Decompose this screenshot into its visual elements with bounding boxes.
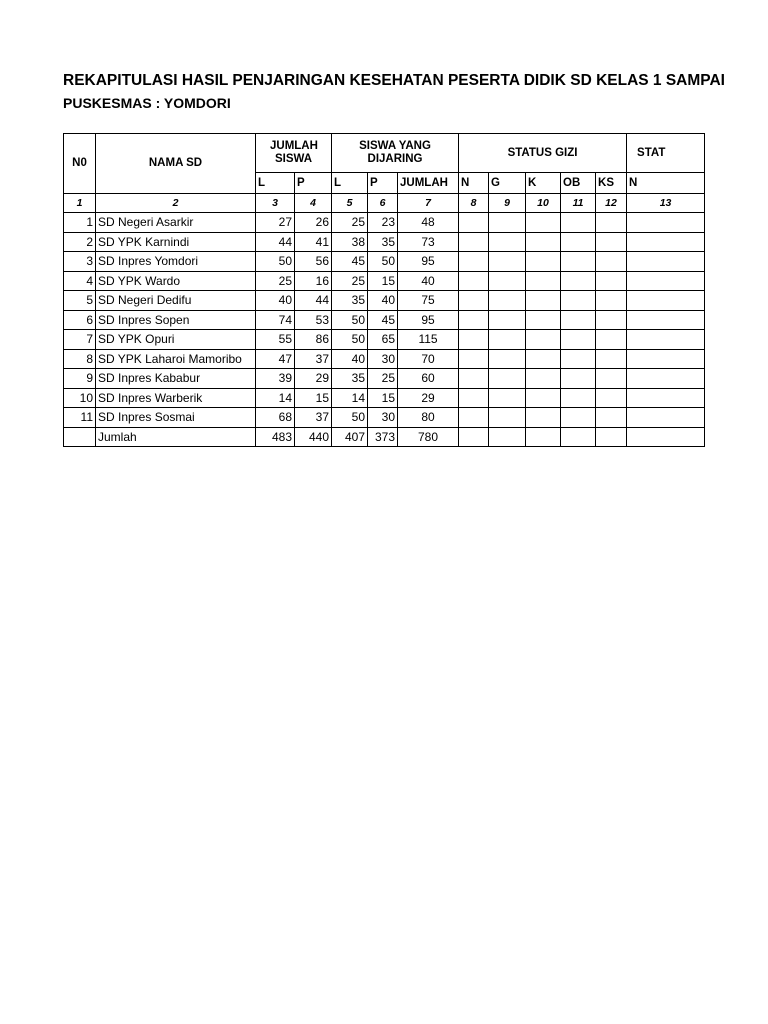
- empty-cell: [596, 252, 627, 272]
- report-title: REKAPITULASI HASIL PENJARINGAN KESEHATAN PESERTA DIDIK SD KELAS 1 SAMPAI: [63, 72, 725, 89]
- school-name: SD Inpres Sosmai: [96, 408, 256, 428]
- row-no: 10: [64, 388, 96, 408]
- dijaring-jumlah: 95: [398, 310, 459, 330]
- dijaring-p: 40: [368, 291, 398, 311]
- empty-cell: [526, 427, 561, 447]
- column-index: 12: [596, 194, 627, 213]
- dijaring-l: 35: [332, 291, 368, 311]
- table-row: [64, 252, 705, 272]
- empty-cell: [459, 271, 489, 291]
- jumlah-siswa-l: 44: [256, 232, 295, 252]
- empty-cell: [596, 232, 627, 252]
- column-index: 2: [96, 194, 256, 213]
- empty-cell: [459, 252, 489, 272]
- table-row: [64, 330, 705, 350]
- school-name: SD Negeri Asarkir: [96, 213, 256, 233]
- jumlah-siswa-p: 15: [295, 388, 332, 408]
- header-stat: STAT: [627, 134, 705, 173]
- empty-cell: [459, 388, 489, 408]
- dijaring-l: 50: [332, 330, 368, 350]
- empty-cell: [561, 232, 596, 252]
- subheader-ks: KS: [596, 173, 627, 194]
- total-p: 440: [295, 427, 332, 447]
- row-no: 11: [64, 408, 96, 428]
- row-no: 5: [64, 291, 96, 311]
- dijaring-l: 40: [332, 349, 368, 369]
- jumlah-siswa-p: 56: [295, 252, 332, 272]
- jumlah-siswa-l: 74: [256, 310, 295, 330]
- total-dijaring-p: 373: [368, 427, 398, 447]
- dijaring-l: 35: [332, 369, 368, 389]
- subheader-k: K: [526, 173, 561, 194]
- recap-table: [63, 133, 705, 447]
- empty-cell: [561, 310, 596, 330]
- dijaring-l: 50: [332, 310, 368, 330]
- empty-cell: [627, 291, 705, 311]
- subheader-l: L: [256, 173, 295, 194]
- school-name: SD YPK Opuri: [96, 330, 256, 350]
- jumlah-siswa-p: 29: [295, 369, 332, 389]
- dijaring-p: 30: [368, 349, 398, 369]
- table-row: [64, 213, 705, 233]
- empty-cell: [489, 349, 526, 369]
- empty-cell: [561, 427, 596, 447]
- row-no: 4: [64, 271, 96, 291]
- empty-cell: [489, 408, 526, 428]
- jumlah-siswa-p: 16: [295, 271, 332, 291]
- total-l: 483: [256, 427, 295, 447]
- empty-cell: [526, 213, 561, 233]
- empty-cell: [526, 252, 561, 272]
- school-name: SD Inpres Kababur: [96, 369, 256, 389]
- header-jumlah-siswa: JUMLAH SISWA: [256, 134, 332, 173]
- recap-table-container: [63, 133, 672, 447]
- empty-cell: [526, 330, 561, 350]
- subheader-n2: N: [627, 173, 705, 194]
- dijaring-jumlah: 48: [398, 213, 459, 233]
- dijaring-jumlah: 80: [398, 408, 459, 428]
- dijaring-jumlah: 75: [398, 291, 459, 311]
- empty-cell: [459, 369, 489, 389]
- empty-cell: [489, 330, 526, 350]
- empty-cell: [526, 291, 561, 311]
- header-no: N0: [64, 134, 96, 194]
- empty-cell: [459, 310, 489, 330]
- empty-cell: [459, 408, 489, 428]
- column-index: 13: [627, 194, 705, 213]
- school-name: SD Inpres Sopen: [96, 310, 256, 330]
- dijaring-l: 50: [332, 408, 368, 428]
- jumlah-siswa-l: 39: [256, 369, 295, 389]
- dijaring-jumlah: 95: [398, 252, 459, 272]
- empty-cell: [459, 330, 489, 350]
- empty-cell: [561, 213, 596, 233]
- total-label: Jumlah: [96, 427, 256, 447]
- jumlah-siswa-p: 26: [295, 213, 332, 233]
- empty-cell: [561, 252, 596, 272]
- report-subtitle: PUSKESMAS : YOMDORI: [63, 95, 231, 111]
- column-index: 10: [526, 194, 561, 213]
- row-no: 3: [64, 252, 96, 272]
- empty-cell: [526, 388, 561, 408]
- column-index-row: [64, 194, 705, 213]
- jumlah-siswa-l: 27: [256, 213, 295, 233]
- empty-cell: [627, 271, 705, 291]
- dijaring-jumlah: 73: [398, 232, 459, 252]
- row-no: 6: [64, 310, 96, 330]
- column-index: 3: [256, 194, 295, 213]
- empty-cell: [627, 252, 705, 272]
- dijaring-p: 23: [368, 213, 398, 233]
- row-no: 1: [64, 213, 96, 233]
- empty-cell: [459, 213, 489, 233]
- row-no: 7: [64, 330, 96, 350]
- dijaring-l: 14: [332, 388, 368, 408]
- empty-cell: [526, 232, 561, 252]
- empty-cell: [596, 388, 627, 408]
- empty-cell: [489, 252, 526, 272]
- table-row: [64, 310, 705, 330]
- jumlah-siswa-p: 37: [295, 408, 332, 428]
- table-row: [64, 369, 705, 389]
- empty-cell: [561, 349, 596, 369]
- column-index: 4: [295, 194, 332, 213]
- subheader-n: N: [459, 173, 489, 194]
- total-row: [64, 427, 705, 447]
- dijaring-l: 38: [332, 232, 368, 252]
- empty-cell: [627, 427, 705, 447]
- school-name: SD Inpres Warberik: [96, 388, 256, 408]
- table-row: [64, 388, 705, 408]
- school-name: SD Negeri Dedifu: [96, 291, 256, 311]
- column-index: 8: [459, 194, 489, 213]
- empty-cell: [459, 232, 489, 252]
- column-index: 11: [561, 194, 596, 213]
- jumlah-siswa-p: 44: [295, 291, 332, 311]
- dijaring-l: 25: [332, 271, 368, 291]
- empty-cell: [627, 330, 705, 350]
- dijaring-l: 45: [332, 252, 368, 272]
- empty-cell: [596, 330, 627, 350]
- school-name: SD YPK Laharoi Mamoribo: [96, 349, 256, 369]
- empty-cell: [489, 369, 526, 389]
- empty-cell: [526, 310, 561, 330]
- total-no-cell: [64, 427, 96, 447]
- subheader-l-dijaring: L: [332, 173, 368, 194]
- empty-cell: [596, 213, 627, 233]
- dijaring-jumlah: 60: [398, 369, 459, 389]
- table-row: [64, 271, 705, 291]
- dijaring-p: 50: [368, 252, 398, 272]
- empty-cell: [561, 369, 596, 389]
- dijaring-p: 65: [368, 330, 398, 350]
- total-jumlah: 780: [398, 427, 459, 447]
- jumlah-siswa-l: 50: [256, 252, 295, 272]
- empty-cell: [526, 369, 561, 389]
- total-dijaring-l: 407: [332, 427, 368, 447]
- dijaring-jumlah: 40: [398, 271, 459, 291]
- empty-cell: [459, 349, 489, 369]
- dijaring-p: 45: [368, 310, 398, 330]
- jumlah-siswa-p: 86: [295, 330, 332, 350]
- empty-cell: [561, 271, 596, 291]
- empty-cell: [596, 310, 627, 330]
- school-name: SD Inpres Yomdori: [96, 252, 256, 272]
- subheader-p: P: [295, 173, 332, 194]
- empty-cell: [489, 271, 526, 291]
- header-nama-sd: NAMA SD: [96, 134, 256, 194]
- empty-cell: [489, 310, 526, 330]
- empty-cell: [627, 369, 705, 389]
- dijaring-jumlah: 29: [398, 388, 459, 408]
- table-row: [64, 349, 705, 369]
- empty-cell: [489, 213, 526, 233]
- header-status-gizi: STATUS GIZI: [459, 134, 627, 173]
- subheader-jumlah: JUMLAH: [398, 173, 459, 194]
- dijaring-p: 30: [368, 408, 398, 428]
- jumlah-siswa-l: 47: [256, 349, 295, 369]
- dijaring-jumlah: 115: [398, 330, 459, 350]
- school-name: SD YPK Karnindi: [96, 232, 256, 252]
- empty-cell: [627, 388, 705, 408]
- dijaring-p: 35: [368, 232, 398, 252]
- subheader-ob: OB: [561, 173, 596, 194]
- dijaring-p: 15: [368, 271, 398, 291]
- empty-cell: [596, 271, 627, 291]
- header-siswa-dijaring: SISWA YANG DIJARING: [332, 134, 459, 173]
- row-no: 2: [64, 232, 96, 252]
- empty-cell: [489, 232, 526, 252]
- table-row: [64, 291, 705, 311]
- empty-cell: [561, 291, 596, 311]
- empty-cell: [489, 427, 526, 447]
- column-index: 9: [489, 194, 526, 213]
- empty-cell: [596, 349, 627, 369]
- empty-cell: [596, 291, 627, 311]
- subheader-p-dijaring: P: [368, 173, 398, 194]
- dijaring-p: 25: [368, 369, 398, 389]
- row-no: 8: [64, 349, 96, 369]
- empty-cell: [526, 349, 561, 369]
- jumlah-siswa-l: 55: [256, 330, 295, 350]
- empty-cell: [627, 232, 705, 252]
- subheader-g: G: [489, 173, 526, 194]
- table-row: [64, 232, 705, 252]
- empty-cell: [526, 408, 561, 428]
- empty-cell: [627, 310, 705, 330]
- empty-cell: [489, 291, 526, 311]
- empty-cell: [459, 427, 489, 447]
- column-index: 1: [64, 194, 96, 213]
- empty-cell: [596, 427, 627, 447]
- dijaring-p: 15: [368, 388, 398, 408]
- jumlah-siswa-l: 40: [256, 291, 295, 311]
- column-index: 5: [332, 194, 368, 213]
- empty-cell: [627, 213, 705, 233]
- empty-cell: [489, 388, 526, 408]
- jumlah-siswa-l: 68: [256, 408, 295, 428]
- empty-cell: [627, 349, 705, 369]
- empty-cell: [596, 408, 627, 428]
- empty-cell: [561, 408, 596, 428]
- jumlah-siswa-p: 41: [295, 232, 332, 252]
- school-name: SD YPK Wardo: [96, 271, 256, 291]
- column-index: 6: [368, 194, 398, 213]
- empty-cell: [561, 330, 596, 350]
- empty-cell: [596, 369, 627, 389]
- empty-cell: [459, 291, 489, 311]
- column-index: 7: [398, 194, 459, 213]
- empty-cell: [526, 271, 561, 291]
- jumlah-siswa-l: 25: [256, 271, 295, 291]
- jumlah-siswa-p: 53: [295, 310, 332, 330]
- jumlah-siswa-p: 37: [295, 349, 332, 369]
- dijaring-jumlah: 70: [398, 349, 459, 369]
- table-row: [64, 408, 705, 428]
- empty-cell: [561, 388, 596, 408]
- header-row-1: [64, 134, 705, 173]
- empty-cell: [627, 408, 705, 428]
- jumlah-siswa-l: 14: [256, 388, 295, 408]
- row-no: 9: [64, 369, 96, 389]
- dijaring-l: 25: [332, 213, 368, 233]
